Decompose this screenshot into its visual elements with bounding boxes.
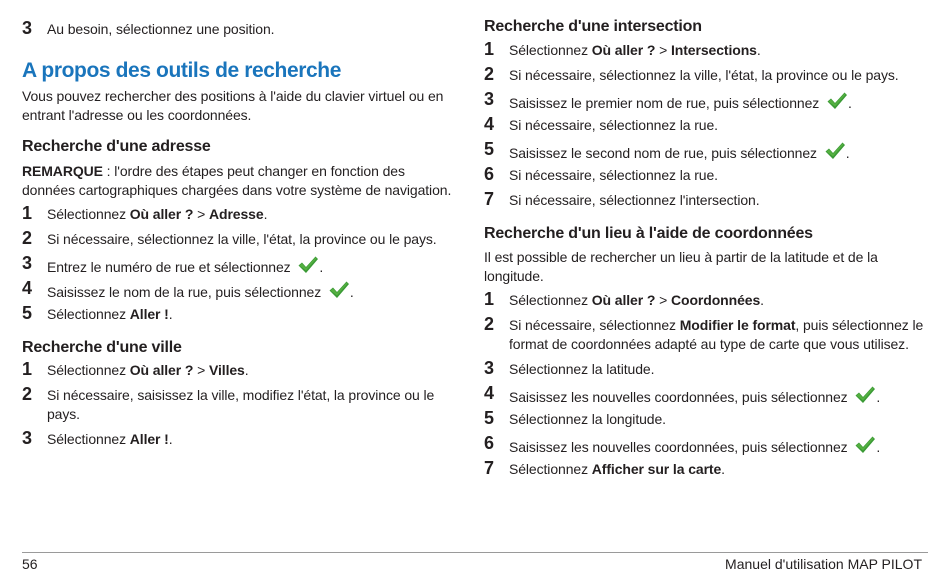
checkmark-icon <box>854 385 876 405</box>
manual-title: Manuel d'utilisation MAP PILOT <box>725 556 922 572</box>
coords-heading: Recherche d'un lieu à l'aide de coordonnées <box>484 225 813 242</box>
step-number: 2 <box>484 314 495 334</box>
step-number: 3 <box>22 18 33 38</box>
address-note <box>22 162 452 200</box>
step-text: Si nécessaire, sélectionnez la rue. <box>509 167 718 183</box>
step-text: Sélectionnez Aller !. <box>47 431 173 447</box>
step-text: Si nécessaire, saisissez la ville, modifiez l'état, la province ou le pays. <box>47 387 435 422</box>
step-text: Saisissez les nouvelles coordonnées, puis sélectionnez . <box>509 435 929 457</box>
checkmark-icon <box>297 255 319 275</box>
step-number: 4 <box>484 114 495 134</box>
section-title: A propos des outils de recherche <box>22 59 342 82</box>
step-text: Sélectionnez la latitude. <box>509 361 655 377</box>
step-text: Sélectionnez la longitude. <box>509 411 666 427</box>
step-text: Saisissez le nom de la rue, puis sélectionnez . <box>47 280 452 302</box>
step-text: Saisissez le premier nom de rue, puis sélectionnez . <box>509 91 929 113</box>
checkmark-icon <box>826 91 848 111</box>
step-number: 1 <box>484 39 495 59</box>
step-number: 7 <box>484 458 495 478</box>
step-text: Sélectionnez Où aller ? > Intersections. <box>509 42 761 58</box>
city-heading: Recherche d'une ville <box>22 339 182 356</box>
step-text: Sélectionnez Où aller ? > Coordonnées. <box>509 292 764 308</box>
section-intro: Vous pouvez rechercher des positions à l'aide du clavier virtuel ou en entrant l'adresse ou les coordonnées. <box>22 88 444 123</box>
step-number: 3 <box>484 89 495 109</box>
step-text: Saisissez les nouvelles coordonnées, puis sélectionnez . <box>509 385 929 407</box>
step-text: Si nécessaire, sélectionnez la ville, l'état, la province ou le pays. <box>509 67 899 83</box>
step-text: Sélectionnez Aller !. <box>47 306 173 322</box>
step-number: 5 <box>484 408 495 428</box>
step-text: Au besoin, sélectionnez une position. <box>47 21 275 37</box>
step-text: Si nécessaire, sélectionnez la ville, l'état, la province ou le pays. <box>47 231 437 247</box>
step-number: 4 <box>484 383 495 403</box>
note-label: REMARQUE <box>22 163 103 179</box>
step-number: 2 <box>22 228 33 248</box>
step-text: Si nécessaire, sélectionnez l'intersection. <box>509 192 760 208</box>
step-text: Entrez le numéro de rue et sélectionnez . <box>47 255 452 277</box>
step-number: 7 <box>484 189 495 209</box>
step-number: 3 <box>22 428 33 448</box>
footer-divider <box>22 552 928 553</box>
step-number: 2 <box>22 384 33 404</box>
step-text: Sélectionnez Où aller ? > Villes. <box>47 362 249 378</box>
step-text: Sélectionnez Afficher sur la carte. <box>509 461 725 477</box>
checkmark-icon <box>824 141 846 161</box>
step-number: 5 <box>22 303 33 323</box>
page-number: 56 <box>22 556 38 572</box>
checkmark-icon <box>854 435 876 455</box>
checkmark-icon <box>328 280 350 300</box>
step-number: 1 <box>484 289 495 309</box>
step-number: 4 <box>22 278 33 298</box>
step-number: 3 <box>484 358 495 378</box>
step-number: 3 <box>22 253 33 273</box>
step-text: Sélectionnez Où aller ? > Adresse. <box>47 206 268 222</box>
intersection-heading: Recherche d'une intersection <box>484 18 702 35</box>
step-number: 1 <box>22 359 33 379</box>
step-text: Saisissez le second nom de rue, puis sélectionnez . <box>509 141 929 163</box>
step-number: 2 <box>484 64 495 84</box>
step-number: 6 <box>484 164 495 184</box>
step-number: 1 <box>22 203 33 223</box>
step-text: Si nécessaire, sélectionnez Modifier le format, puis sélectionnez le format de coordonnées adapté au type de carte que vous utilisez. <box>509 317 924 352</box>
step-number: 5 <box>484 139 495 159</box>
coords-intro: Il est possible de rechercher un lieu à partir de la latitude et de la longitude. <box>484 249 878 284</box>
note-text: : l'ordre des étapes peut changer en fonction des données cartographiques chargées dans votre système de navigation. <box>22 163 452 198</box>
step-number: 6 <box>484 433 495 453</box>
address-heading: Recherche d'une adresse <box>22 138 211 155</box>
step-text: Si nécessaire, sélectionnez la rue. <box>509 117 718 133</box>
